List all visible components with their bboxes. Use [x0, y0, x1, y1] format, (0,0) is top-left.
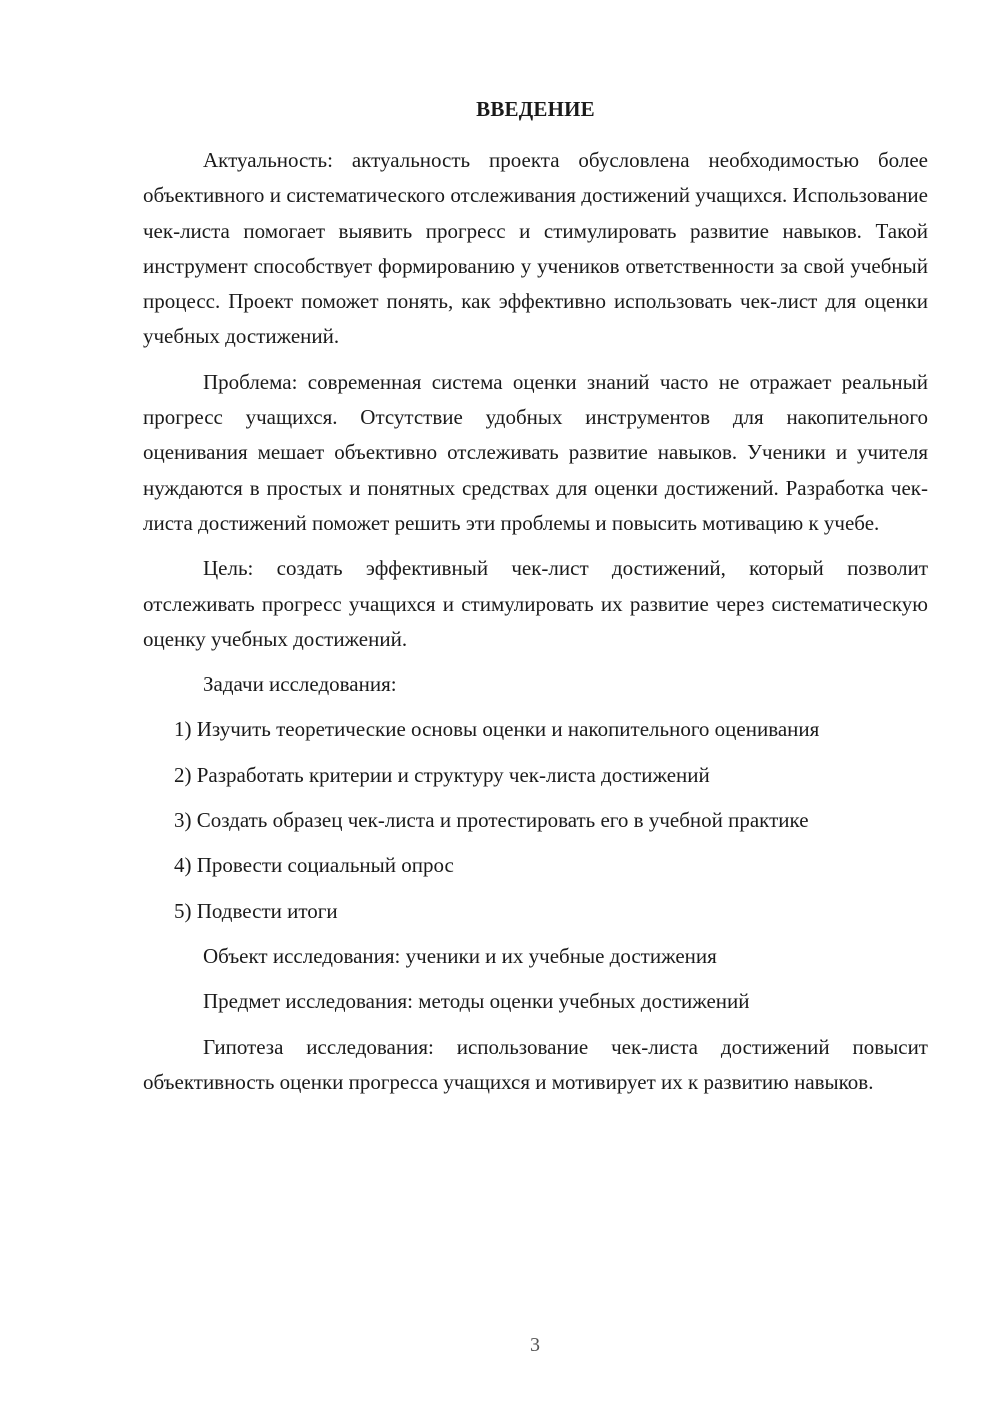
task-item: 3) Создать образец чек-листа и протестировать его в учебной практике	[174, 808, 809, 833]
goal-paragraph: Цель: создать эффективный чек-лист достижений, который позволит отслеживать прогресс учащихся и стимулировать их развитие через систематическую оценку учебных достижений.	[143, 556, 928, 651]
task-item: 5) Подвести итоги	[174, 898, 338, 923]
document-page	[143, 92, 928, 1110]
tasks-list	[143, 712, 928, 928]
relevance-paragraph: Актуальность: актуальность проекта обусловлена необходимостью более объективного и систематического отслеживания достижений учащихся. Использование чек-листа помогает выявить прогресс и стимулировать развитие навыков. Такой инструмент способствует формированию у учеников ответственности за свой учебный процесс. Проект поможет понять, как эффективно использовать чек-лист для оценки учебных достижений.	[143, 148, 928, 349]
hypothesis-paragraph: Гипотеза исследования: использование чек-листа достижений повысит объективность оценки прогресса учащихся и мотивирует их к развитию навыков.	[143, 1034, 928, 1094]
tasks-heading: Задачи исследования:	[203, 672, 397, 697]
problem-paragraph: Проблема: современная система оценки знаний часто не отражает реальный прогресс учащихся. Отсутствие удобных инструментов для накопительного оценивания мешает объективно отслеживать развитие навыков. Ученики и учителя нуждаются в простых и понятных средствах для оценки достижений. Разработка чек-листа достижений поможет решить эти проблемы и повысить мотивацию к учебе.	[143, 369, 928, 535]
task-item: 4) Провести социальный опрос	[174, 853, 454, 878]
page-title: ВВЕДЕНИЕ	[476, 97, 595, 121]
research-subject: Предмет исследования: методы оценки учебных достижений	[203, 989, 750, 1014]
research-object: Объект исследования: ученики и их учебные достижения	[203, 943, 717, 968]
task-item: 1) Изучить теоретические основы оценки и накопительного оценивания	[174, 717, 820, 742]
page-number: 3	[530, 1334, 540, 1356]
task-item: 2) Разработать критерии и структуру чек-листа достижений	[174, 762, 710, 787]
